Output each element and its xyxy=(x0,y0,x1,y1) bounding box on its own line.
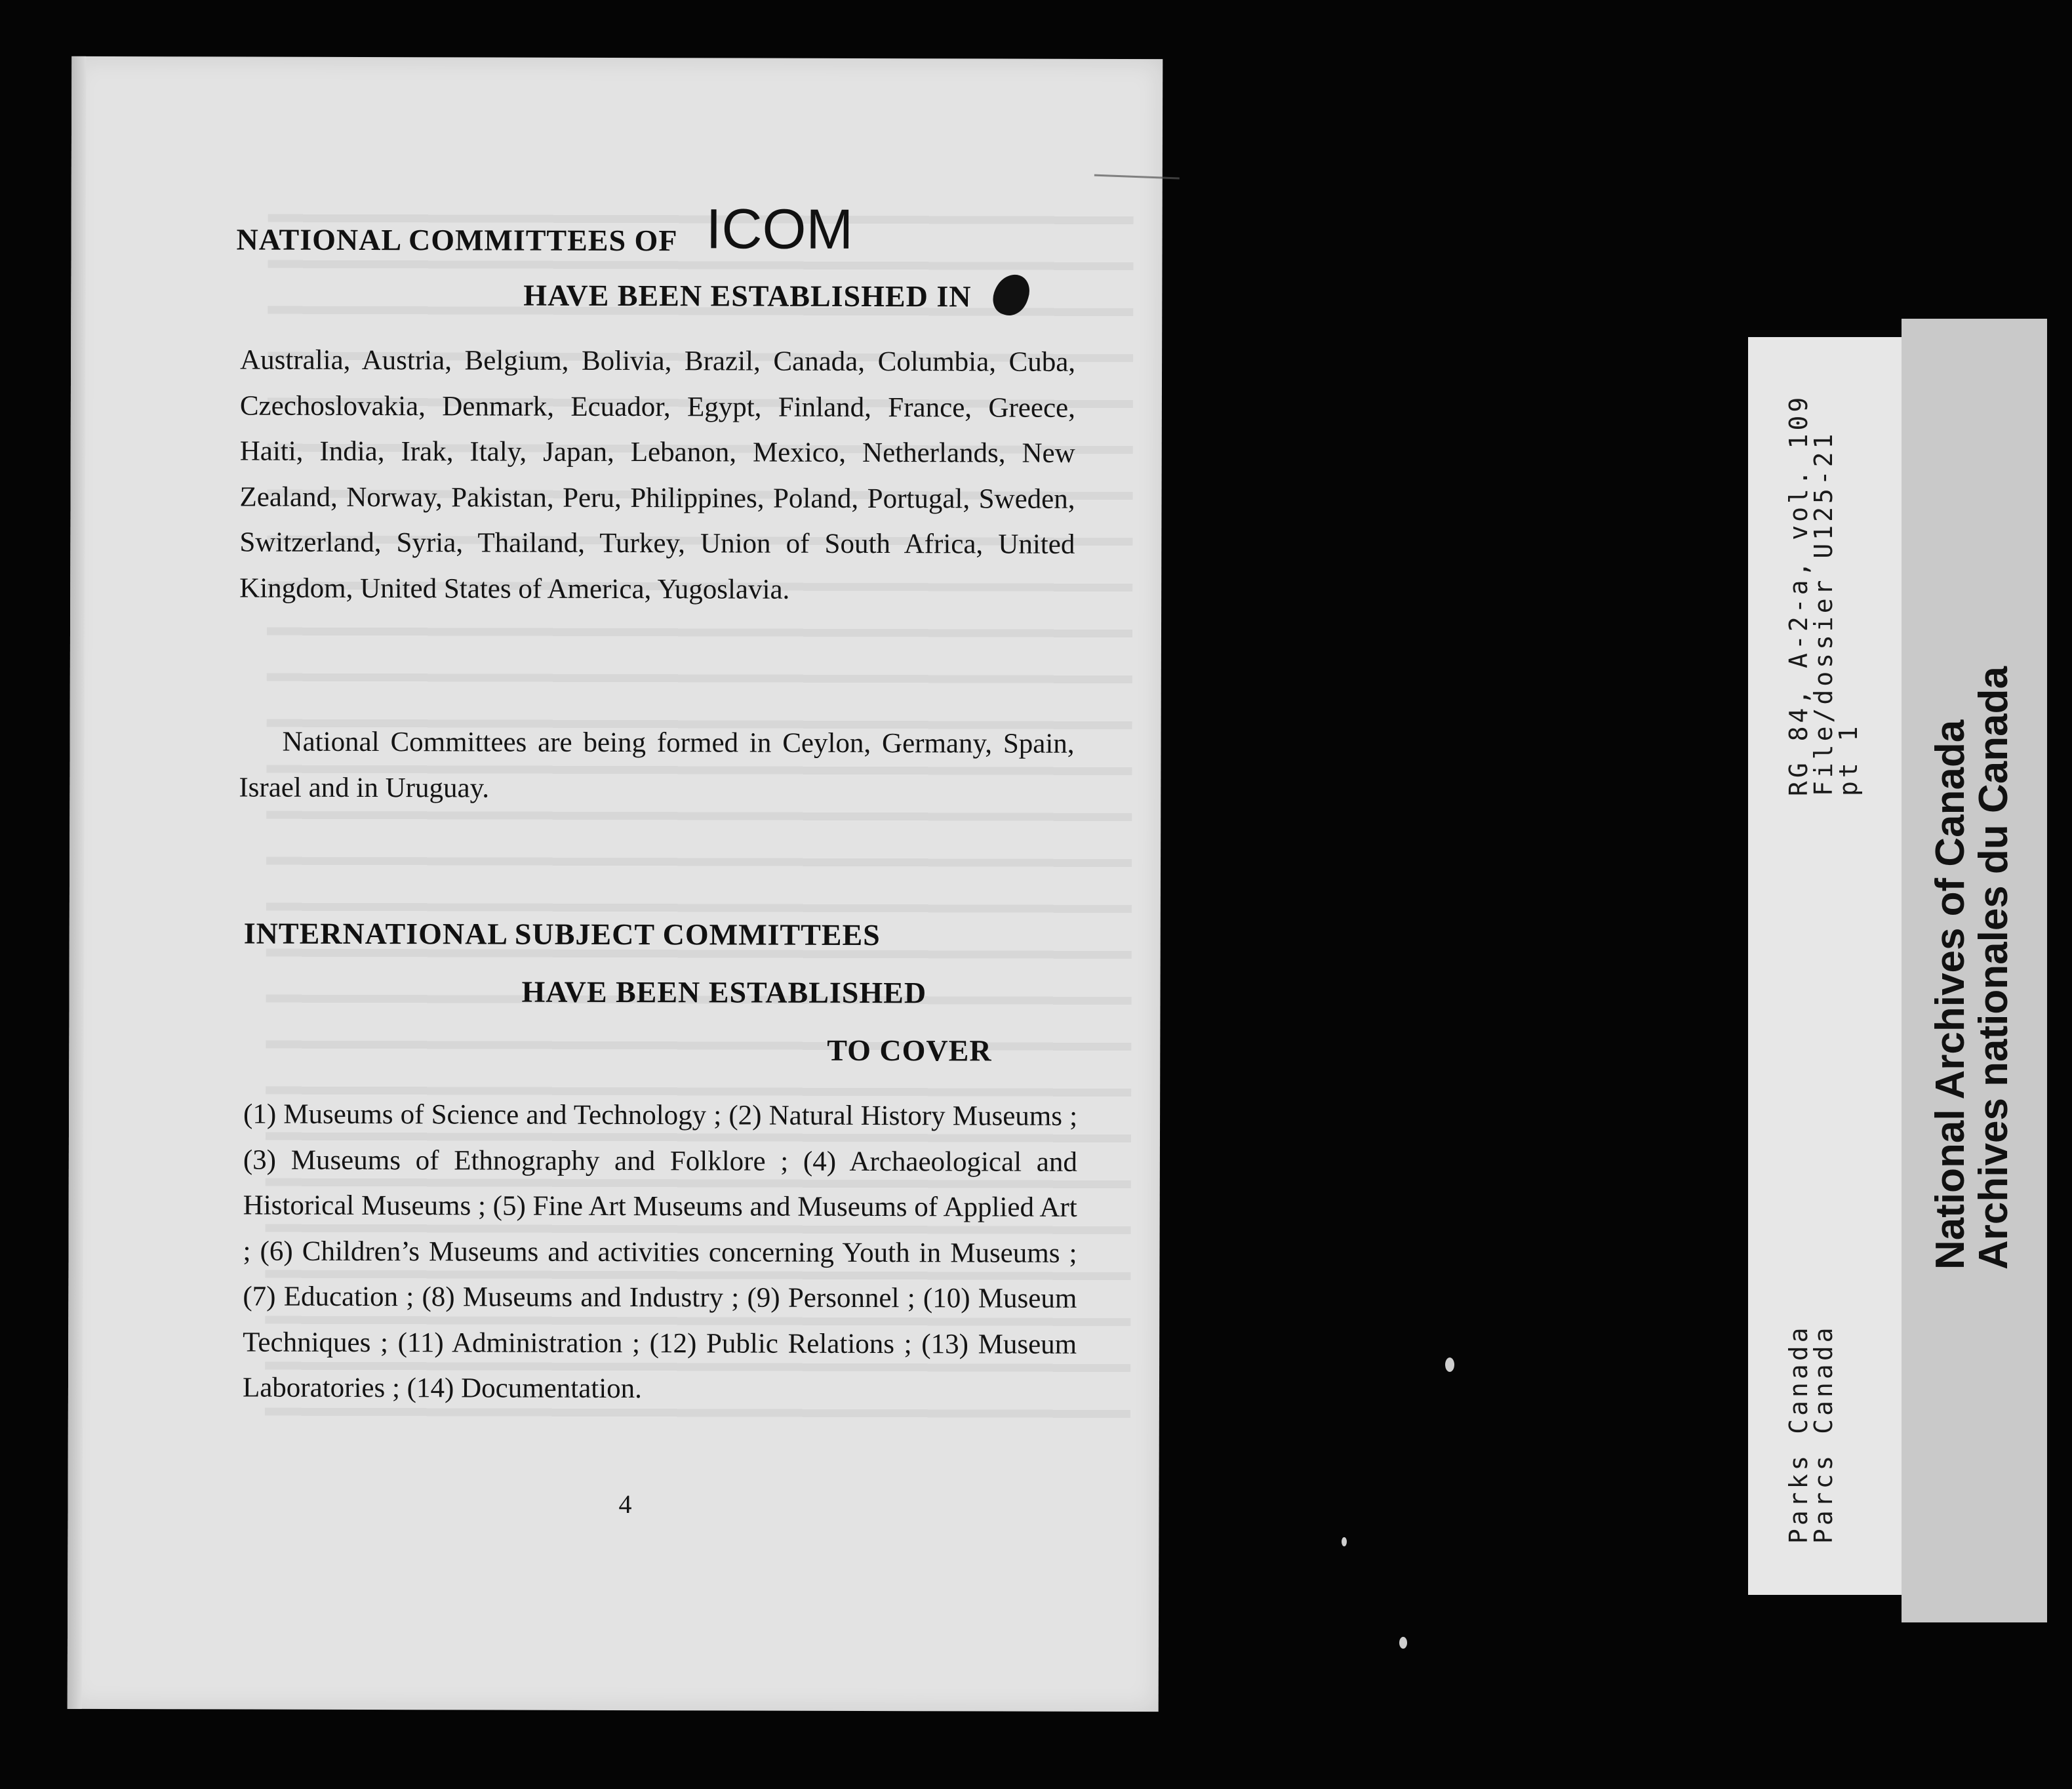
forming-paragraph: National Committees are being formed in Ceylon, Germany, Spain, Israel and in Uruguay. xyxy=(239,726,1075,803)
agency-line-2: Parcs Canada xyxy=(1809,1324,1838,1544)
speck xyxy=(1445,1357,1454,1372)
reference-text xyxy=(1786,394,1861,796)
agency-text xyxy=(1786,1324,1836,1544)
heading-icom: ICOM xyxy=(706,197,854,261)
reference-line-1: RG 84, A-2-a, vol. 109 xyxy=(1784,393,1813,796)
archives-name-text xyxy=(1929,666,2016,1270)
heading-established-in: HAVE BEEN ESTABLISHED IN xyxy=(523,278,972,313)
document-page xyxy=(68,56,1163,1712)
reference-line-2: File/dossier U125-21 xyxy=(1809,430,1838,796)
archives-name-strip xyxy=(1902,319,2047,1622)
archive-reference-strip xyxy=(1748,337,1902,1595)
speck xyxy=(1342,1537,1347,1546)
heading-subject-committees: INTERNATIONAL SUBJECT COMMITTEES xyxy=(243,916,881,952)
ink-blot xyxy=(989,270,1034,320)
archives-line-1: National Archives of Canada xyxy=(1928,719,1973,1270)
countries-paragraph: Australia, Austria, Belgium, Bolivia, Brazil, Canada, Columbia, Cuba, Czechoslovakia, Denmark, Ecuador, Egypt, Finland, France, Greece, Haiti, India, Irak, Italy, Japan, Lebanon, Mexico, Netherlands, New Zealand, Norway, Pakistan, Peru, Philippines, Poland, Portugal, Sweden, Switzerland, Syria, Thailand, Turkey, Union of South Africa, United Kingdom, United States of America, Yugoslavia. xyxy=(239,344,1076,605)
heading-established: HAVE BEEN ESTABLISHED xyxy=(521,975,927,1010)
reference-line-3: pt 1 xyxy=(1834,723,1863,796)
archives-line-2: Archives nationales du Canada xyxy=(1971,666,2016,1270)
page-edge xyxy=(68,56,87,1709)
heading-prefix: NATIONAL COMMITTEES OF xyxy=(236,222,678,258)
committees-paragraph: (1) Museums of Science and Technology ; (2) Natural History Museums ; (3) Museums of Ethnography and Folklore ; (4) Archaeological and Historical Museums ; (5) Fine Art Museums and Museums of Applied Art ; (6) Children’s Museums and activities concerning Youth in Museums ; (7) Education ; (8) Museums and Industry ; (9) Personnel ; (10) Museum Techniques ; (11) Administration ; (12) Public Relations ; (13) Museum Laboratories ; (14) Documentation. xyxy=(242,1098,1078,1405)
speck xyxy=(1399,1637,1407,1649)
heading-national-committees xyxy=(237,222,678,258)
agency-line-1: Parks Canada xyxy=(1784,1324,1813,1544)
pen-mark xyxy=(1094,174,1180,180)
heading-to-cover: TO COVER xyxy=(827,1033,992,1068)
page-number: 4 xyxy=(618,1489,632,1519)
